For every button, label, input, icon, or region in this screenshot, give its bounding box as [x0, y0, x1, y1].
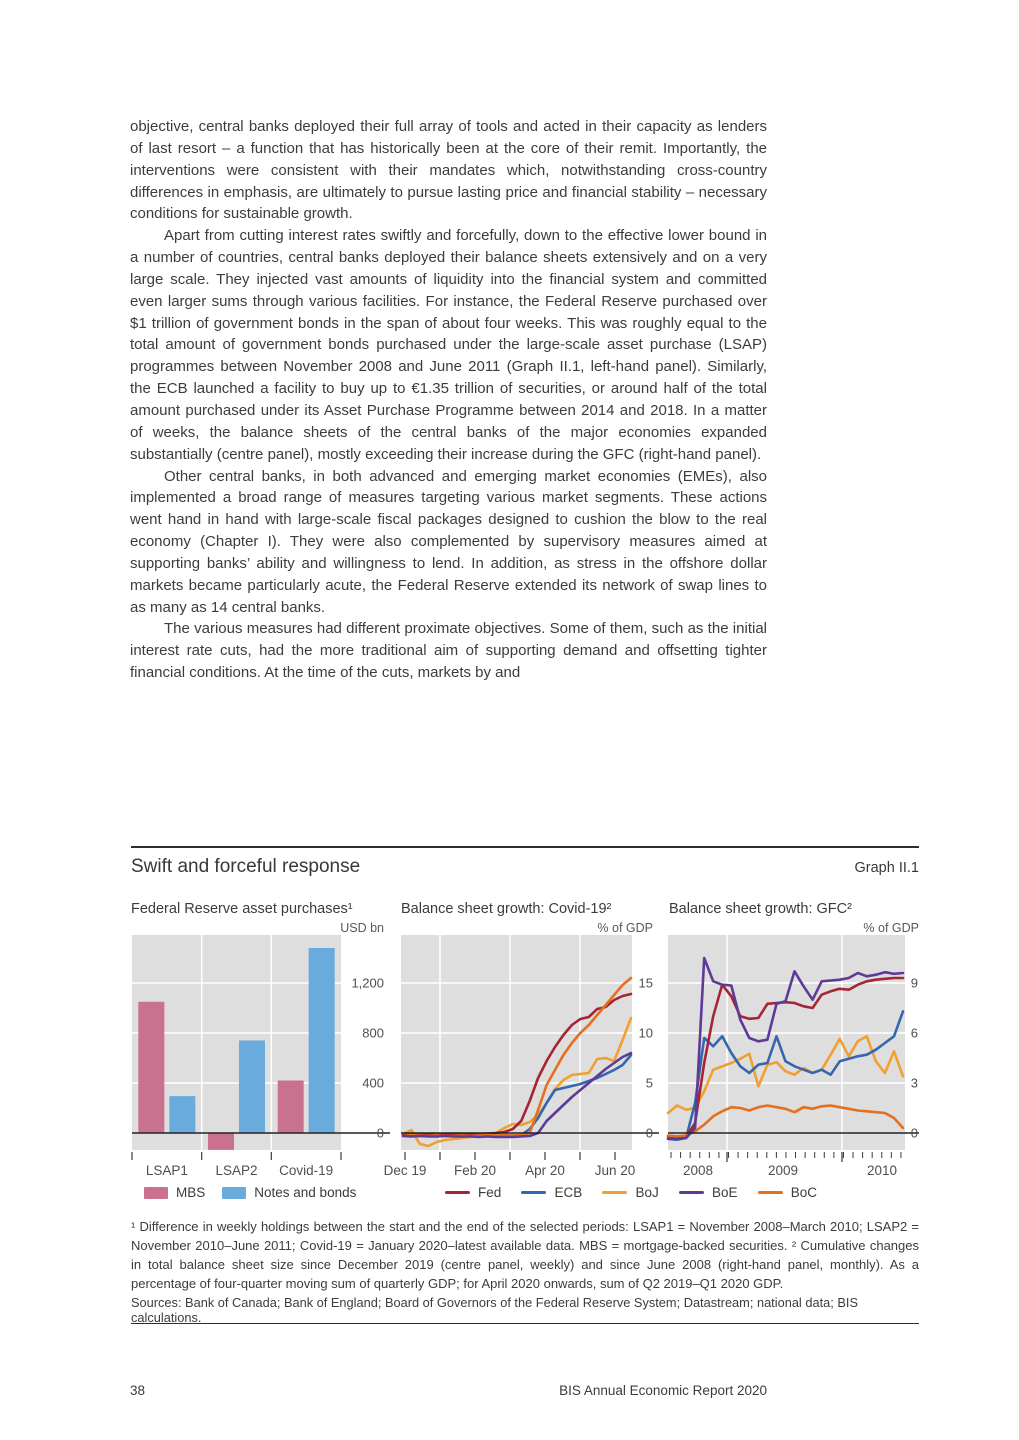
- x-axis-label: 2009: [767, 1163, 799, 1178]
- legend-swatch: [222, 1187, 246, 1199]
- graph-header: [131, 856, 919, 878]
- legend-line-swatch: [679, 1191, 704, 1194]
- legend-item-notes-and-bonds: [222, 1185, 356, 1200]
- y-axis-label: 5: [645, 1075, 653, 1091]
- bar-notes-and-bonds-lsap2: [239, 1041, 265, 1134]
- x-axis-label: 2008: [682, 1163, 714, 1178]
- body-text: [130, 116, 767, 684]
- y-axis-label: 1,200: [351, 975, 384, 991]
- chart-column-covid-growth: [401, 901, 653, 935]
- legend-label: BoE: [711, 1185, 738, 1200]
- report-title: BIS Annual Economic Report 2020: [559, 1383, 767, 1398]
- axis-unit-label: % of GDP: [597, 921, 653, 935]
- y-axis-label: 0: [645, 1125, 653, 1141]
- x-axis-label: Feb 20: [453, 1163, 497, 1178]
- y-axis-label: 400: [362, 1075, 384, 1091]
- paragraph: The various measures had different proximate objectives. Some of them, such as the initial interest rate cuts, had the more traditional aim of supporting demand and offsetting tighter financial conditions. At the time of the cuts, markets by and: [130, 620, 767, 682]
- chart-column-gfc-growth: [669, 901, 919, 935]
- legend-item-boj: [602, 1185, 658, 1200]
- bottom-rule: [131, 1323, 919, 1324]
- legend-label: BoC: [790, 1185, 817, 1200]
- legend-label: ECB: [554, 1185, 583, 1200]
- paragraph: Apart from cutting interest rates swiftly and forcefully, down to the effective lower bound in a number of countries, central banks deployed their balance sheets extensively and on a very large scale. They injected vast amounts of liquidity into the financial system and committed even larger sums through various facilities. For instance, the Federal Reserve purchased over $1 trillion of government bonds in the span of about four weeks. This was roughly equal to the total amount of government bonds purchased under the large-scale asset purchase (LSAP) programmes between November 2008 and June 2011 (Graph II.1, left-hand panel). Similarly, the ECB launched a facility to buy up to €1.35 trillion of securities, or around half of the total amount purchased under its Asset Purchase Programme between 2014 and 2018. In a matter of weeks, the balance sheets of the central banks of the major economies expanded substantially (centre panel), mostly exceeding their increase during the GFC (right-hand panel).: [130, 227, 767, 463]
- legend-line-swatch: [521, 1191, 546, 1194]
- chart-subtitle: Federal Reserve asset purchases¹: [131, 901, 353, 917]
- charts-figure: [131, 935, 919, 1180]
- y-axis-label: 10: [638, 1025, 653, 1041]
- legend-item-mbs: [144, 1185, 205, 1200]
- legend-row: [131, 1185, 919, 1203]
- bar-mbs-lsap2: [208, 1133, 234, 1150]
- bar-legend: [144, 1185, 356, 1200]
- top-rule: [131, 846, 919, 848]
- legend-swatch: [144, 1187, 168, 1199]
- paragraph: Other central banks, in both advanced and emerging market economies (EMEs), also implemented a broad range of measures targeting various market segments. These actions went hand in hand with large-scale fiscal packages designed to cushion the blow to the real economy (Chapter I). They were also complemented by supervisory measures aimed at supporting banks’ ability and willingness to lend. In addition, as stress in the offshore dollar markets became particularly acute, the Federal Reserve extended its network of swap lines to as many as 14 central banks.: [130, 467, 767, 616]
- legend-line-swatch: [602, 1191, 627, 1194]
- legend-item-boc: [758, 1185, 817, 1200]
- chart-column-fed-purchases: [131, 901, 384, 935]
- legend-item-ecb: [521, 1185, 582, 1200]
- bar-mbs-covid-19: [278, 1081, 304, 1134]
- chart-subtitle: Balance sheet growth: GFC²: [669, 901, 852, 917]
- graph-sources: Sources: Bank of Canada; Bank of England; Board of Governors of the Federal Reserve System; Datastream; national data; BIS calculations.: [131, 1295, 858, 1325]
- graph-panel: [131, 846, 919, 1328]
- x-axis-label: LSAP1: [145, 1163, 188, 1178]
- legend-line-swatch: [758, 1191, 783, 1194]
- y-axis-label: 0: [376, 1125, 384, 1141]
- y-axis-label: 3: [910, 1075, 918, 1091]
- graph-footnote: ¹ Difference in weekly holdings between the start and the end of the selected periods: LSAP1 = November 2008–March 2010; LSAP2 = November 2010–June 2011; Covid-19 = January 2020–latest available data. MBS = mortgage-backed securities. ² Cumulative changes in total balance sheet size since December 2019 (centre panel, weekly) and since June 2008 (right-hand panel, monthly). As a percentage of four-quarter moving sum of quarterly GDP; for April 2020 onwards, sum of Q2 2019–Q1 2020 GDP.: [131, 1219, 919, 1291]
- page-number: 38: [130, 1383, 146, 1398]
- bar-notes-and-bonds-covid-19: [309, 948, 335, 1133]
- x-axis-label: Apr 20: [525, 1163, 565, 1178]
- x-axis-label: LSAP2: [215, 1163, 258, 1178]
- y-axis-label: 0: [910, 1125, 918, 1141]
- y-axis-label: 800: [362, 1025, 384, 1041]
- legend-label: Notes and bonds: [254, 1185, 357, 1200]
- graph-title: Swift and forceful response: [131, 856, 361, 877]
- y-axis-label: 9: [910, 975, 918, 991]
- bar-notes-and-bonds-lsap1: [169, 1096, 195, 1133]
- line-legend: [445, 1185, 817, 1200]
- legend-label: Fed: [478, 1185, 502, 1200]
- page-footer: [130, 1383, 767, 1398]
- bar-mbs-lsap1: [138, 1002, 164, 1133]
- paragraph: objective, central banks deployed their full array of tools and acted in their capacity as lenders of last resort – a function that has historically been at the core of their remit. Importantly, the interventions were consistent with their mandates which, notwithstanding cross-country differences in emphasis, are ultimately to pursue lasting price and financial stability – necessary conditions for sustainable growth.: [130, 118, 767, 223]
- y-axis-label: 15: [638, 975, 653, 991]
- x-axis-label: Jun 20: [594, 1163, 636, 1178]
- legend-line-swatch: [445, 1191, 470, 1194]
- x-axis-label: 2010: [866, 1163, 898, 1178]
- x-axis-label: Dec 19: [383, 1163, 427, 1178]
- axis-unit-label: USD bn: [340, 921, 384, 935]
- legend-item-fed: [445, 1185, 501, 1200]
- axis-unit-label: % of GDP: [863, 921, 919, 935]
- legend-item-boe: [679, 1185, 738, 1200]
- legend-label: BoJ: [635, 1185, 659, 1200]
- plot-area: [401, 935, 632, 1150]
- chart-subtitle: Balance sheet growth: Covid-19²: [401, 901, 612, 917]
- graph-number: Graph II.1: [854, 860, 919, 876]
- y-axis-label: 6: [910, 1025, 918, 1041]
- legend-label: MBS: [176, 1185, 206, 1200]
- x-axis-label: Covid-19: [279, 1163, 334, 1178]
